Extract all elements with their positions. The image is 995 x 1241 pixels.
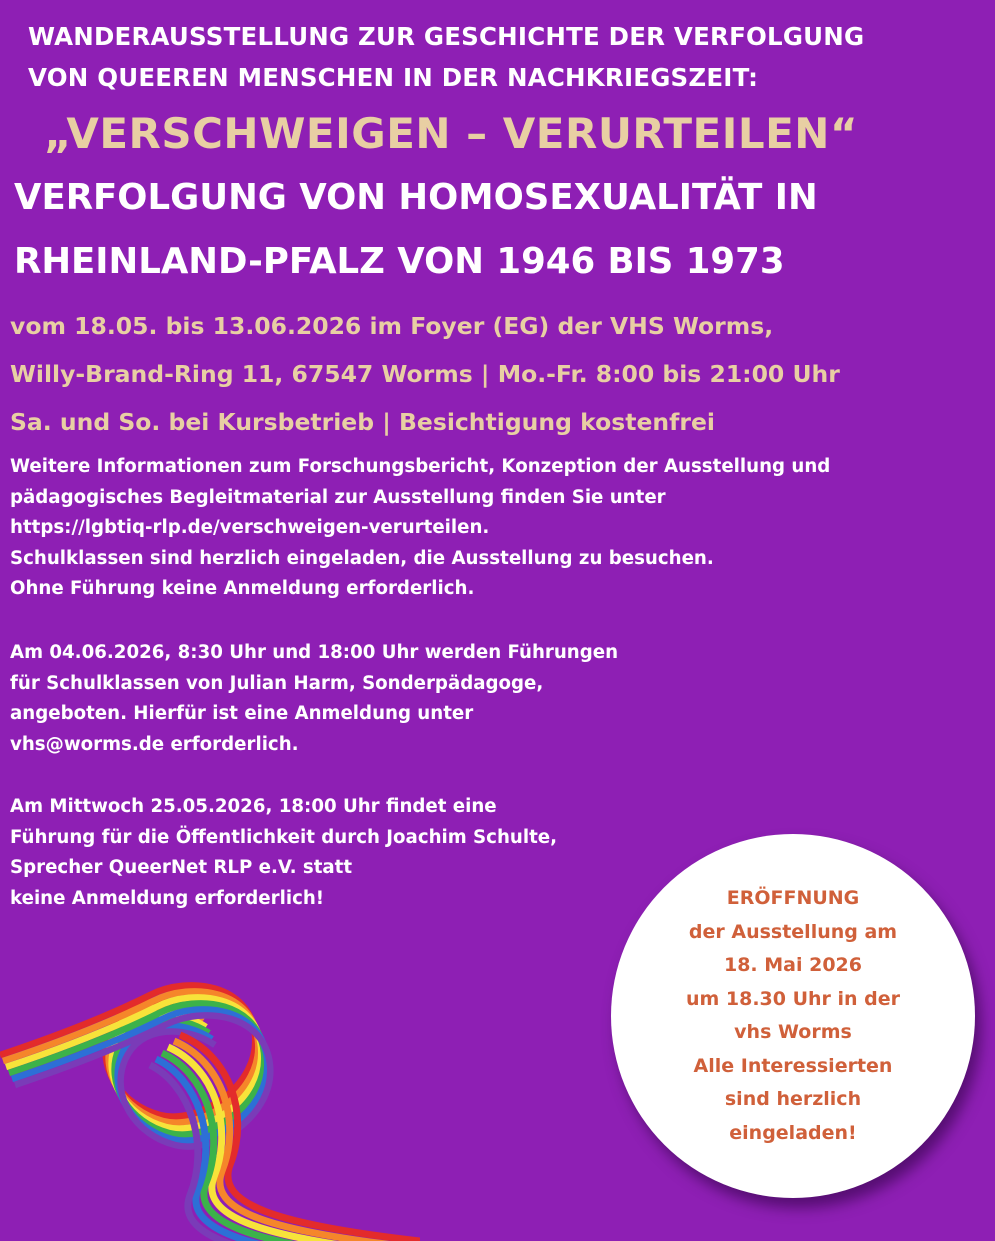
public-tour-line: Am Mittwoch 25.05.2026, 18:00 Uhr findet eine <box>10 796 497 817</box>
email-contact[interactable]: vhs@worms.de erforderlich. <box>10 733 299 755</box>
info-line: Ohne Führung keine Anmeldung erforderlich. <box>10 578 475 599</box>
dates-line: vom 18.05. bis 13.06.2026 im Foyer (EG) der VHS Worms, <box>10 312 774 340</box>
opening-line: sind herzlich <box>724 1088 862 1110</box>
subtitle-line: RHEINLAND-PFALZ VON 1946 BIS 1973 <box>14 241 785 282</box>
dates-line: Sa. und So. bei Kursbetrieb | Besichtigung kostenfrei <box>10 408 715 436</box>
subtitle-line: VERFOLGUNG VON HOMOSEXUALITÄT IN <box>14 177 818 218</box>
info-line: Weitere Informationen zum Forschungsbericht, Konzeption der Ausstellung und <box>10 456 831 477</box>
info-line: Schulklassen sind herzlich eingeladen, die Ausstellung zu besuchen. <box>10 547 714 569</box>
school-tours-line: für Schulklassen von Julian Harm, Sonderpädagoge, <box>10 672 544 694</box>
public-tour-line: Führung für die Öffentlichkeit durch Joachim Schulte, <box>10 826 558 848</box>
info-paragraph <box>10 452 830 605</box>
exhibition-heading <box>28 16 978 98</box>
opening-line: um 18.30 Uhr in der <box>685 987 901 1010</box>
opening-line: 18. Mai 2026 <box>723 954 862 976</box>
opening-line: ERÖFFNUNG <box>726 887 860 909</box>
opening-badge <box>611 834 975 1198</box>
dates-and-location <box>10 302 840 446</box>
opening-line: Alle Interessierten <box>693 1054 893 1077</box>
heading-line: VON QUEEREN MENSCHEN IN DER NACHKRIEGSZEIT: <box>28 63 759 92</box>
school-tours-paragraph <box>10 638 618 760</box>
opening-line: der Ausstellung am <box>688 920 898 943</box>
opening-text <box>686 882 900 1150</box>
school-tours-line: angeboten. Hierfür ist eine Anmeldung unter <box>10 703 474 724</box>
heading-line: WANDERAUSSTELLUNG ZUR GESCHICHTE DER VERFOLGUNG <box>28 22 865 51</box>
rainbow-ribbon-icon <box>0 975 420 1241</box>
opening-line: eingeladen! <box>729 1121 857 1144</box>
public-tour-line: keine Anmeldung erforderlich! <box>10 887 325 909</box>
school-tours-line: Am 04.06.2026, 8:30 Uhr und 18:00 Uhr werden Führungen <box>10 642 619 663</box>
info-line: pädagogisches Begleitmaterial zur Ausstellung finden Sie unter <box>10 486 666 508</box>
public-tour-line: Sprecher QueerNet RLP e.V. statt <box>10 857 353 878</box>
public-tour-paragraph <box>10 792 557 914</box>
exhibition-subtitle <box>14 166 818 294</box>
dates-line: Willy-Brand-Ring 11, 67547 Worms | Mo.-Fr. 8:00 bis 21:00 Uhr <box>10 360 840 388</box>
info-link[interactable]: https://lgbtiq-rlp.de/verschweigen-verurteilen. <box>10 517 490 538</box>
exhibition-title: „VERSCHWEIGEN – VERURTEILEN“ <box>44 109 859 158</box>
opening-line: vhs Worms <box>734 1021 852 1043</box>
